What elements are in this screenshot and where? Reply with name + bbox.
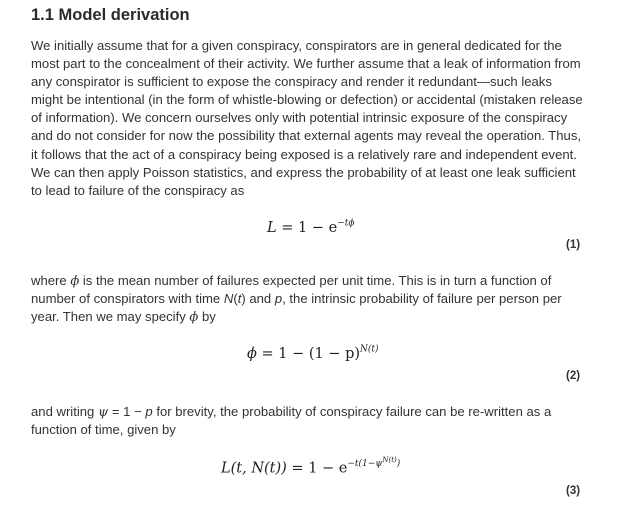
- text-line: and writing ψ = 1 − p for brevity, the probability of conspiracy failure can be re-written as a: [31, 404, 552, 420]
- eq1-exponent: −tϕ: [337, 218, 355, 229]
- section-title: Model derivation: [58, 6, 190, 24]
- eq1-rhs: = 1 − e: [281, 220, 338, 236]
- text-line: might be intentional (in the form of whistle-blowing or defection) or accidental (mistaken release: [31, 92, 583, 108]
- equation-1-number: (1): [566, 239, 581, 251]
- equation-2: [247, 346, 379, 362]
- eq2-lhs: ϕ: [247, 346, 257, 362]
- text-line: any conspirator is sufficient to expose the conspiracy and render it redundant—such leaks: [31, 74, 552, 90]
- text-line: year. Then we may specify ϕ by: [31, 309, 216, 326]
- equation-2-number: (2): [566, 370, 581, 382]
- eq3-exponent: −t(1−ψN(t)): [347, 456, 401, 469]
- text-line: We initially assume that for a given conspiracy, conspirators are in general dedicated for the: [31, 38, 562, 53]
- eq3-lhs: L(t, N(t)): [221, 460, 287, 477]
- equation-3-number: (3): [566, 485, 581, 497]
- text-line: to lead to failure of the conspiracy as: [31, 182, 245, 198]
- eq2-exponent: N(t): [360, 344, 379, 355]
- section-number: 1.1: [31, 6, 54, 24]
- paragraph-phi: [31, 272, 591, 326]
- text-line: most part to the concealment of their activity. We further assume that a leak of information from: [31, 56, 581, 72]
- equation-3: [221, 456, 401, 477]
- paragraph-intro: [31, 37, 591, 200]
- text-line: function of time, given by: [31, 422, 176, 438]
- eq3-rhs: = 1 − e: [286, 460, 348, 477]
- section-heading: [31, 6, 190, 25]
- phi-symbol: ϕ: [189, 310, 199, 326]
- psi-symbol: ψ: [97, 405, 109, 420]
- text-line: and do not consider for now the possibility that external agents may reveal the operation. Thus,: [31, 128, 582, 144]
- text-line: where ϕ is the mean number of failures expected per unit time. This is in turn a function of: [31, 273, 552, 289]
- paragraph-psi: [31, 403, 591, 439]
- equation-1: [267, 220, 354, 236]
- text-line: We can then apply Poisson statistics, and express the probability of at least one leak sufficient: [31, 164, 576, 180]
- phi-symbol: ϕ: [70, 274, 80, 289]
- text-line: it follows that the act of a conspiracy being exposed is a relatively rare and independent event.: [31, 146, 577, 162]
- text-line: of information). We concern ourselves only with potential intrinsic exposure of the conspiracy: [31, 110, 568, 126]
- eq2-rhs: = 1 − (1 − p): [256, 346, 361, 362]
- text-line: number of conspirators with time N(t) and p, the intrinsic probability of failure per person per: [31, 291, 562, 307]
- eq1-lhs: L: [267, 220, 277, 236]
